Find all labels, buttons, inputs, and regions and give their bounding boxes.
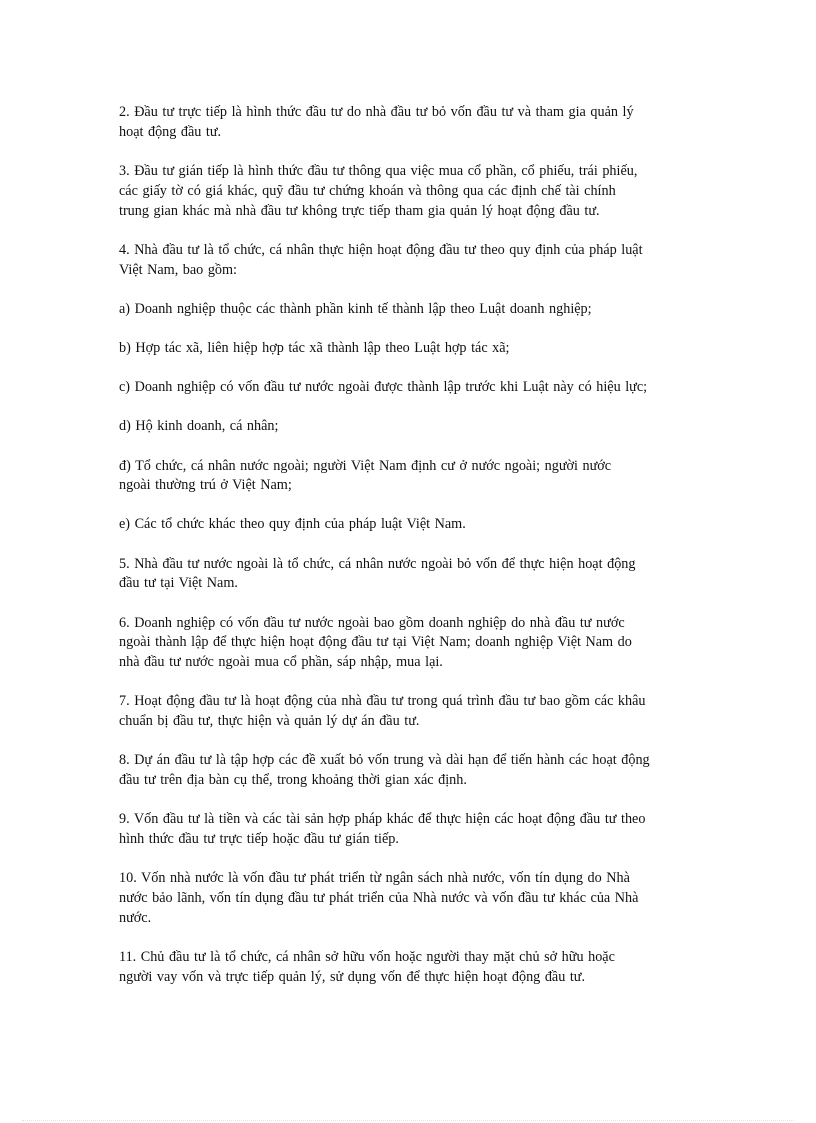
- text-line: Việt Nam, bao gồm:: [119, 261, 237, 278]
- text-line: a) Doanh nghiệp thuộc các thành phần kinh tế thành lập theo Luật doanh nghiệp;: [119, 300, 592, 317]
- paragraph-4: [119, 241, 709, 281]
- text-line: nước.: [119, 909, 152, 926]
- text-line: 3. Đầu tư gián tiếp là hình thức đầu tư thông qua việc mua cổ phần, cổ phiếu, trái phiếu,: [119, 162, 638, 179]
- text-line: 5. Nhà đầu tư nước ngoài là tổ chức, cá nhân nước ngoài bỏ vốn để thực hiện hoạt động: [119, 555, 636, 572]
- paragraph-8: [119, 751, 709, 791]
- text-line: người vay vốn và trực tiếp quản lý, sử dụng vốn để thực hiện hoạt động đầu tư.: [119, 968, 586, 985]
- text-line: đầu tư trên địa bàn cụ thể, trong khoảng thời gian xác định.: [119, 772, 467, 789]
- text-line: nước bảo lãnh, vốn tín dụng đầu tư phát triển của Nhà nước và vốn đầu tư khác của Nhà: [119, 890, 639, 907]
- paragraph-3: [119, 162, 709, 221]
- text-line: 10. Vốn nhà nước là vốn đầu tư phát triển từ ngân sách nhà nước, vốn tín dụng do Nhà: [119, 870, 630, 887]
- document-body: [119, 103, 709, 1007]
- text-line: đ) Tổ chức, cá nhân nước ngoài; người Việt Nam định cư ở nước ngoài; người nước: [119, 457, 612, 474]
- paragraph-10: [119, 869, 709, 928]
- paragraph-6: [119, 614, 709, 673]
- text-line: các giấy tờ có giá khác, quỹ đầu tư chứng khoán và thông qua các định chế tài chính: [119, 182, 616, 199]
- paragraph-4d: [119, 417, 709, 437]
- text-line: 11. Chủ đầu tư là tổ chức, cá nhân sở hữu vốn hoặc người thay mặt chủ sở hữu hoặc: [119, 949, 615, 966]
- text-line: 6. Doanh nghiệp có vốn đầu tư nước ngoài bao gồm doanh nghiệp do nhà đầu tư nước: [119, 614, 625, 631]
- text-line: đầu tư tại Việt Nam.: [119, 575, 238, 592]
- text-line: 7. Hoạt động đầu tư là hoạt động của nhà đầu tư trong quá trình đầu tư bao gồm các khâu: [119, 693, 646, 710]
- text-line: hình thức đầu tư trực tiếp hoặc đầu tư gián tiếp.: [119, 831, 399, 848]
- paragraph-4b: [119, 339, 709, 359]
- text-line: ngoài thường trú ở Việt Nam;: [119, 477, 292, 494]
- text-line: 4. Nhà đầu tư là tổ chức, cá nhân thực hiện hoạt động đầu tư theo quy định của pháp luật: [119, 241, 643, 258]
- text-line: hoạt động đầu tư.: [119, 123, 222, 140]
- text-line: c) Doanh nghiệp có vốn đầu tư nước ngoài được thành lập trước khi Luật này có hiệu lực;: [119, 379, 648, 396]
- text-line: 2. Đầu tư trực tiếp là hình thức đầu tư do nhà đầu tư bỏ vốn đầu tư và tham gia quản lý: [119, 104, 634, 120]
- paragraph-4c: [119, 378, 709, 398]
- paragraph-9: [119, 810, 709, 850]
- text-line: d) Hộ kinh doanh, cá nhân;: [119, 418, 279, 435]
- text-line: trung gian khác mà nhà đầu tư không trực tiếp tham gia quản lý hoạt động đầu tư.: [119, 202, 600, 219]
- paragraph-5: [119, 555, 709, 595]
- text-line: e) Các tổ chức khác theo quy định của pháp luật Việt Nam.: [119, 516, 466, 533]
- paragraph-4dd: [119, 457, 709, 497]
- text-line: ngoài thành lập để thực hiện hoạt động đầu tư tại Việt Nam; doanh nghiệp Việt Nam do: [119, 634, 632, 651]
- text-line: chuẩn bị đầu tư, thực hiện và quản lý dự án đầu tư.: [119, 713, 420, 730]
- text-line: nhà đầu tư nước ngoài mua cổ phần, sáp nhập, mua lại.: [119, 654, 443, 671]
- paragraph-4e: [119, 515, 709, 535]
- paragraph-4a: [119, 300, 709, 320]
- text-line: 9. Vốn đầu tư là tiền và các tài sản hợp pháp khác để thực hiện các hoạt động đầu tư theo: [119, 811, 646, 828]
- paragraph-2: [119, 103, 709, 143]
- paragraph-11: [119, 948, 709, 988]
- text-line: 8. Dự án đầu tư là tập hợp các đề xuất bỏ vốn trung và dài hạn để tiến hành các hoạt động: [119, 752, 650, 769]
- paragraph-7: [119, 692, 709, 732]
- text-line: b) Hợp tác xã, liên hiệp hợp tác xã thành lập theo Luật hợp tác xã;: [119, 339, 510, 356]
- page-bottom-divider: [22, 1120, 794, 1121]
